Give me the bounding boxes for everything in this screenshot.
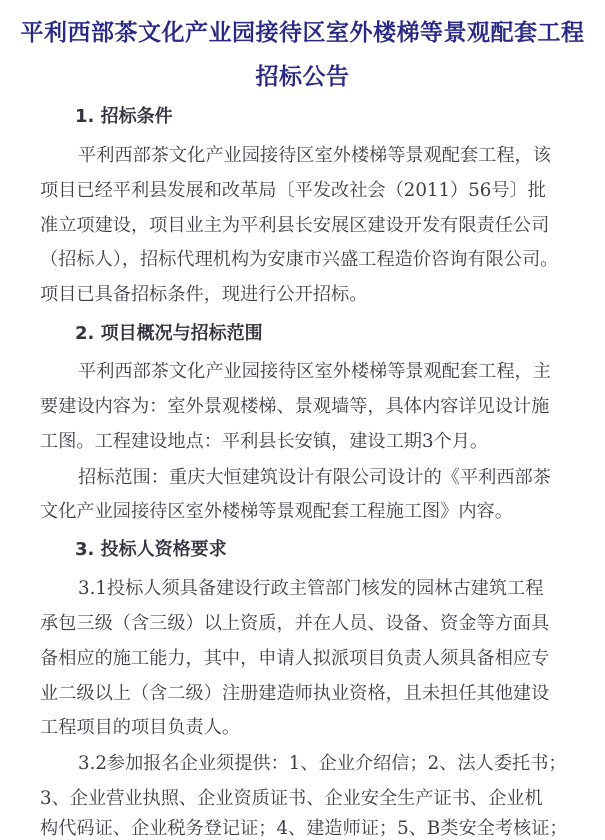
- section-1-line: 平利西部茶文化产业园接待区室外楼梯等景观配套工程，该: [78, 145, 551, 166]
- section-1-line: 项目已具备招标条件，现进行公开招标。: [40, 284, 368, 305]
- section-2-line: 工图。工程建设地点：平利县长安镇，建设工期3个月。: [40, 431, 489, 452]
- section-3-line: 3、企业营业执照、企业资质证书、企业安全生产证书、企业机: [40, 788, 543, 809]
- section-2-heading: 2. 项目概况与招标范围: [75, 323, 263, 344]
- section-3-line: 3.2参加报名企业须提供：1、企业介绍信；2、法人委托书；: [78, 753, 567, 774]
- section-1-line: 准立项建设，项目业主为平利县长安展区建设开发有限责任公司: [40, 215, 550, 236]
- section-3-line: 3.1投标人须具备建设行政主管部门核发的园林古建筑工程: [78, 578, 544, 599]
- section-3-line: 业二级以上（含二级）注册建造师执业资格，且未担任其他建设: [40, 683, 550, 704]
- document-subtitle: 招标公告: [255, 64, 350, 90]
- document-title: 平利西部茶文化产业园接待区室外楼梯等景观配套工程: [20, 20, 585, 46]
- section-2-line: 文化产业园接待区室外楼梯等景观配套工程施工图》内容。: [40, 501, 513, 522]
- section-2-line: 招标范围：重庆大恒建筑设计有限公司设计的《平利西部茶: [78, 467, 551, 488]
- section-3-line: 承包三级（含三级）以上资质，并在人员、设备、资金等方面具: [40, 613, 550, 634]
- section-1-line: （招标人），招标代理机构为安康市兴盛工程造价咨询有限公司。: [40, 249, 559, 270]
- section-1-heading: 1. 招标条件: [75, 106, 173, 127]
- section-2-line: 平利西部茶文化产业园接待区室外楼梯等景观配套工程，主: [78, 361, 551, 382]
- section-3-line: 构代码证、企业税务登记证；4、建造师证；5、B类安全考核证；: [40, 818, 568, 839]
- section-3-line: 工程项目的项目负责人。: [40, 717, 241, 738]
- section-1-line: 项目已经平利县发展和改革局〔平发改社会（2011）56号〕批: [40, 180, 546, 201]
- section-3-heading: 3. 投标人资格要求: [75, 539, 227, 560]
- section-3-line: 备相应的施工能力，其中，申请人拟派项目负责人须具备相应专: [40, 648, 550, 669]
- section-2-line: 要建设内容为：室外景观楼梯、景观墙等，具体内容详见设计施: [40, 396, 550, 417]
